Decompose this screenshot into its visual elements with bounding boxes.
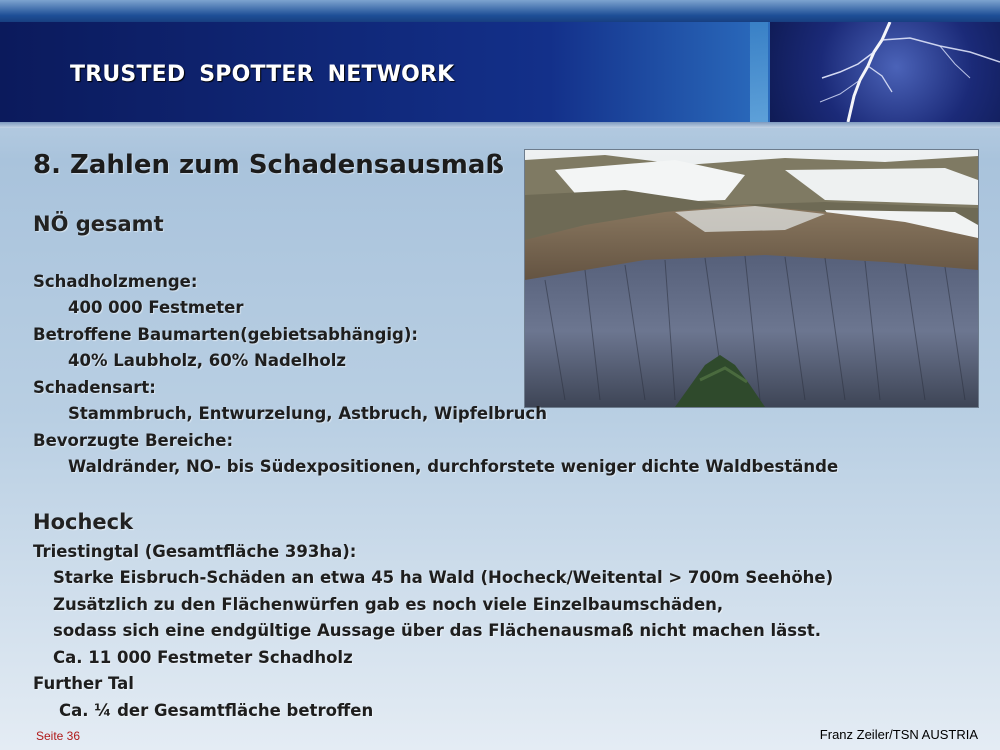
header-banner — [0, 22, 1000, 122]
text-line: Ca. 11 000 Festmeter Schadholz — [53, 648, 353, 667]
text-line: Betroffene Baumarten(gebietsabhängig): — [33, 325, 419, 344]
text-line: sodass sich eine endgültige Aussage über das Flächenausmaß nicht machen lässt. — [53, 621, 822, 640]
banner-divider — [0, 122, 1000, 128]
text-line: Stammbruch, Entwurzelung, Astbruch, Wipfelbruch — [68, 404, 547, 423]
text-line: 400 000 Festmeter — [68, 298, 244, 317]
page-number: Seite 36 — [36, 729, 81, 743]
top-strip — [0, 0, 1000, 22]
text-line: Zusätzlich zu den Flächenwürfen gab es noch viele Einzelbaumschäden, — [53, 595, 724, 614]
banner-title: TRUSTED SPOTTER NETWORK — [70, 62, 455, 87]
text-line: 40% Laubholz, 60% Nadelholz — [68, 351, 346, 370]
banner-accent-bar — [750, 22, 768, 122]
text-line: Further Tal — [33, 674, 134, 693]
forest-damage-photo — [524, 149, 979, 408]
text-line: Starke Eisbruch-Schäden an etwa 45 ha Wald (Hocheck/Weitental > 700m Seehöhe) — [53, 568, 834, 587]
text-line: Bevorzugte Bereiche: — [33, 431, 234, 450]
author-credit: Franz Zeiler/TSN AUSTRIA — [819, 727, 978, 742]
section-heading-hocheck: Hocheck — [33, 510, 134, 534]
slide-title: 8. Zahlen zum Schadensausmaß — [33, 150, 505, 180]
text-line: Schadholzmenge: — [33, 272, 198, 291]
text-line: Triestingtal (Gesamtfläche 393ha): — [33, 542, 357, 561]
text-line: Schadensart: — [33, 378, 156, 397]
text-line: Waldränder, NO- bis Südexpositionen, durchforstete weniger dichte Waldbestände — [68, 457, 839, 476]
section-heading-noe: NÖ gesamt — [33, 212, 164, 236]
text-line: Ca. ¼ der Gesamtfläche betroffen — [59, 701, 374, 720]
lightning-icon — [770, 22, 1000, 122]
